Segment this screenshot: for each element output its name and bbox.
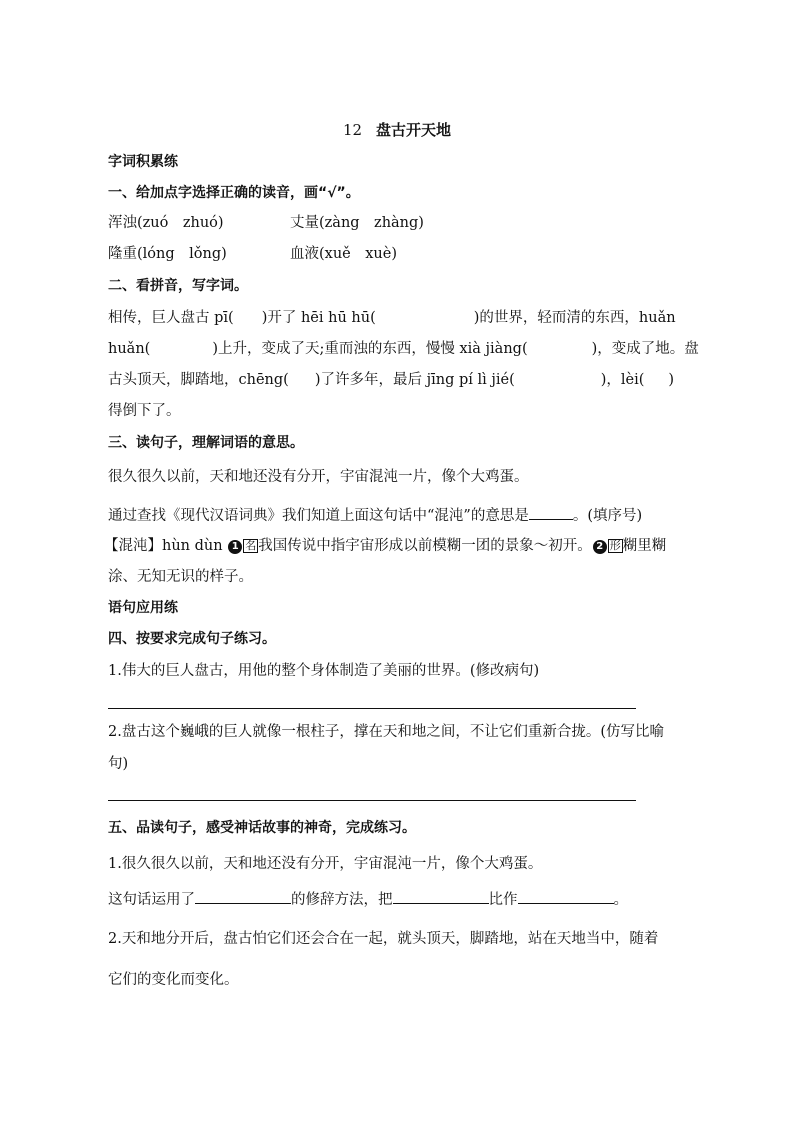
q1-row2-a: 隆重(lóng lǒng) bbox=[108, 246, 227, 262]
answer-blank[interactable] bbox=[529, 505, 573, 520]
sense-number-1: 1 bbox=[228, 540, 242, 554]
q4-item2: 2.盘古这个巍峨的巨人就像一根柱子，撑在天和地之间，不让它们重新合拢。(仿写比喻 bbox=[108, 724, 664, 740]
q4-item1: 1.伟大的巨人盘古，用他的整个身体制造了美丽的世界。(修改病句) bbox=[108, 663, 540, 679]
sense-number-2: 2 bbox=[593, 540, 607, 554]
answer-blank[interactable] bbox=[195, 889, 291, 904]
answer-blank[interactable] bbox=[393, 889, 489, 904]
q2-heading: 二、看拼音，写字词。 bbox=[108, 278, 248, 294]
q3-prompt: 通过查找《现代汉语词典》我们知道上面这句话中“混沌”的意思是 。(填序号) bbox=[108, 505, 642, 526]
pos-noun-tag: 名 bbox=[245, 539, 257, 552]
dictionary-entry: 【混沌】hùn dùn 1 名 我国传说中指宇宙形成以前模糊一团的景象～初开。 2 形 糊里糊 bbox=[104, 538, 667, 554]
q5-fill: 这句话运用了 的修辞方法，把 比作 。 bbox=[108, 889, 628, 910]
q5-item1: 1.很久很久以前，天和地还没有分开，宇宙混沌一片，像个大鸡蛋。 bbox=[108, 856, 543, 872]
q1-heading: 一、给加点字选择正确的读音，画“√”。 bbox=[108, 185, 360, 201]
lesson-title: 盘古开天地 bbox=[376, 121, 452, 139]
answer-line[interactable] bbox=[108, 708, 636, 709]
q3-heading: 三、读句子，理解词语的意思。 bbox=[108, 435, 304, 451]
q2-line3: 古头顶天，脚踏地，chēng( )了许多年，最后 jīng pí lì jié( )，lèi( ) bbox=[108, 372, 675, 388]
q1-row2-b: 血液(xuě xuè) bbox=[290, 246, 398, 262]
section-vocab-heading: 字词积累练 bbox=[108, 154, 178, 170]
dictionary-entry-cont: 涂、无知无识的样子。 bbox=[108, 569, 253, 585]
answer-blank[interactable] bbox=[518, 889, 614, 904]
q4-heading: 四、按要求完成句子练习。 bbox=[108, 631, 276, 647]
q1-row1-a: 浑浊(zuó zhuó) bbox=[108, 215, 224, 231]
q3-sentence: 很久很久以前，天和地还没有分开，宇宙混沌一片，像个大鸡蛋。 bbox=[108, 469, 529, 485]
q2-line2: huǎn( )上升，变成了天;重而浊的东西，慢慢 xià jiàng( )，变成了地。盘 bbox=[108, 341, 699, 357]
pos-adj-tag: 形 bbox=[609, 539, 621, 552]
q4-item2-cont: 句) bbox=[108, 756, 129, 772]
q1-row1-b: 丈量(zàng zhàng) bbox=[290, 215, 424, 231]
answer-line[interactable] bbox=[108, 800, 636, 801]
q2-line4: 得倒下了。 bbox=[108, 403, 181, 419]
lesson-number: 12 bbox=[342, 121, 363, 139]
section-sentence-heading: 语句应用练 bbox=[108, 600, 178, 616]
q5-item2: 2.天和地分开后，盘古怕它们还会合在一起，就头顶天，脚踏地，站在天地当中，随着 bbox=[108, 931, 659, 947]
page-title bbox=[0, 120, 794, 140]
q2-line1: 相传，巨人盘古 pī( )开了 hēi hū hū( )的世界，轻而清的东西，huǎn bbox=[108, 310, 676, 326]
q5-heading: 五、品读句子，感受神话故事的神奇，完成练习。 bbox=[108, 820, 416, 836]
q5-item2-cont: 它们的变化而变化。 bbox=[108, 972, 239, 988]
